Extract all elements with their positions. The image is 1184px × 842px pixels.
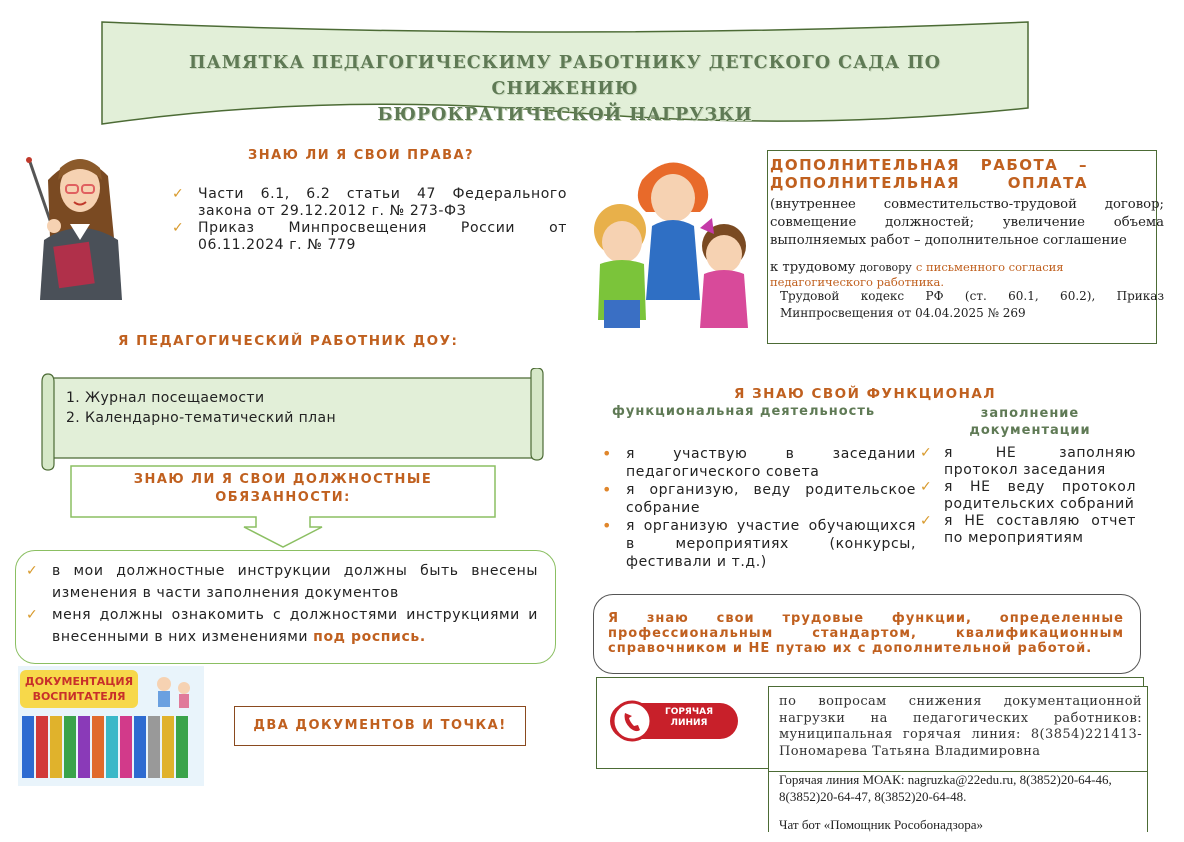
list-item: 2. Календарно-тематический план	[66, 410, 337, 426]
page-title	[150, 50, 980, 128]
family-illustration	[582, 150, 760, 332]
list-item: ✓ меня должны ознакомить с должностями инструкциями и внесенными в них изменениями под роспись.	[26, 604, 538, 648]
rights-heading: ЗНАЮ ЛИ Я СВОИ ПРАВА?	[248, 148, 475, 163]
list-item: ✓ я НЕ составляю отчет по мероприятиям	[920, 513, 1136, 546]
duties-heading: ЗНАЮ ЛИ Я СВОИ ДОЛЖНОСТНЫЕ ОБЯЗАННОСТИ:	[133, 472, 433, 505]
moak-hotline-text: Горячая линия МОАК: nagruzka@22edu.ru, 8(3852)20-64-46, 8(3852)20-64-47, 8(3852)20-64-48.	[779, 772, 1112, 804]
list-item: • я организую, веду родительское собрание	[598, 481, 916, 517]
checkmark-icon: ✓	[172, 220, 185, 236]
ped-docs-list	[66, 388, 336, 428]
page-title-line1: ПАМЯТКА ПЕДАГОГИЧЕСКИМУ РАБОТНИКУ ДЕТСКОГО САДА ПО СНИЖЕНИЮ	[188, 53, 942, 99]
list-item: • я участвую в заседании педагогического совета	[598, 445, 916, 481]
list-item: 1. Журнал посещаемости	[66, 390, 265, 406]
additional-work-heading: ДОПОЛНИТЕЛЬНАЯ РАБОТА – ДОПОЛНИТЕЛЬНАЯ ОПЛАТА	[770, 156, 1088, 192]
checkmark-icon: ✓	[26, 563, 39, 579]
documentation-image	[18, 666, 204, 786]
teacher-illustration	[18, 140, 128, 300]
doc-image-line2: ВОСПИТАТЕЛЯ	[32, 690, 126, 703]
ped-worker-heading: Я ПЕДАГОГИЧЕСКИЙ РАБОТНИК ДОУ:	[118, 333, 459, 349]
functional-activity-list	[598, 445, 916, 571]
checkmark-icon: ✓	[920, 445, 933, 461]
consent-highlight: с письменного согласия педагогического работника.	[770, 260, 1064, 289]
list-item: ✓ Приказ Минпросвещения России от 06.11.2024 г. № 779	[172, 220, 567, 253]
instructions-list	[26, 560, 538, 648]
functional-activity-heading: функциональная деятельность	[612, 404, 876, 419]
checkmark-icon: ✓	[920, 513, 933, 529]
checkmark-icon: ✓	[172, 186, 185, 202]
chat-bot-text: Чат бот «Помощник Рособонадзора»	[779, 817, 983, 832]
doc-image-line1: ДОКУМЕНТАЦИЯ	[24, 675, 134, 688]
additional-work-tail: к трудовому договору с письменного согласия педагогического работника.	[770, 260, 1064, 289]
checkmark-icon: ✓	[26, 607, 39, 623]
list-item: • я организую участие обучающихся в мероприятиях (конкурсы, фестивали и т.д.)	[598, 517, 916, 571]
functional-heading: Я ЗНАЮ СВОЙ ФУНКЦИОНАЛ	[734, 386, 997, 402]
checkmark-icon: ✓	[920, 479, 933, 495]
two-docs-box	[234, 706, 526, 746]
list-item: ✓ в мои должностные инструкции должны быть внесены изменения в части заполнения документов	[26, 560, 538, 604]
labor-functions-text: Я знаю свои трудовые функции, определенные профессиональным стандартом, квалификационным справочником и НЕ путаю их с дополнительной работой.	[608, 611, 1124, 656]
documentation-heading: заполнение документации	[969, 406, 1091, 438]
rights-list	[172, 186, 567, 254]
hotline-badge-label: ГОРЯЧАЯ ЛИНИЯ	[664, 707, 714, 728]
two-docs-text: ДВА ДОКУМЕНТОВ И ТОЧКА!	[253, 718, 507, 733]
page-title-line2: БЮРОКРАТИЧЕСКОЙ НАГРУЗКИ	[377, 105, 753, 125]
additional-work-text: (внутреннее совместительство-трудовой договор; совмещение должностей; увеличение объема выполняемых работ – дополнительное соглашение	[770, 197, 1164, 248]
list-item: ✓ Части 6.1, 6.2 статьи 47 Федерального закона от 29.12.2012 г. № 273-ФЗ	[172, 186, 567, 219]
list-item: ✓ я НЕ заполняю протокол заседания	[920, 445, 1136, 478]
additional-work-law: Трудовой кодекс РФ (ст. 60.1, 60.2), Приказ Минпросвещения от 04.04.2025 № 269	[780, 289, 1164, 320]
documentation-list	[920, 445, 1136, 547]
signature-highlight: под роспись.	[313, 629, 426, 645]
hotline-info-text: по вопросам снижения документационной нагрузки на педагогических работников: муниципальная горячая линия: 8(3854)221413- Пономарева Татьяна Владимировна	[779, 694, 1142, 759]
list-item: ✓ я НЕ веду протокол родительских собраний	[920, 479, 1136, 512]
